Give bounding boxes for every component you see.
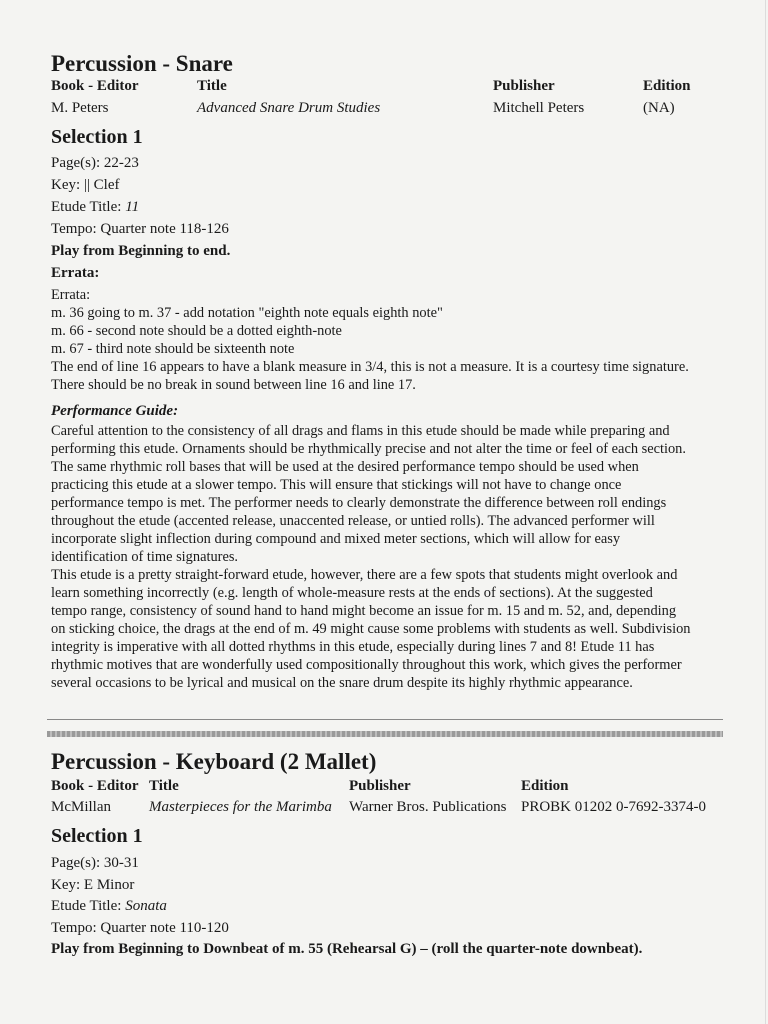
errata-line: m. 36 going to m. 37 - add notation "eighth note equals eighth note": [51, 305, 443, 321]
edition-value: (NA): [643, 100, 675, 116]
tempo-info: Tempo: Quarter note 110-120: [51, 920, 229, 936]
errata-list: [51, 286, 691, 394]
pages-info: Page(s): 30-31: [51, 855, 139, 871]
errata-line: m. 67 - third note should be sixteenth note: [51, 341, 295, 357]
errata-heading: Errata:: [51, 265, 100, 281]
publisher-value: Warner Bros. Publications: [349, 799, 507, 815]
etude-title-info: [51, 899, 167, 914]
section-title-keyboard: Percussion - Keyboard (2 Mallet): [51, 749, 377, 774]
selection-title: Selection 1: [51, 126, 143, 148]
header-edition: Edition: [643, 78, 691, 94]
performance-guide-heading: Performance Guide:: [51, 403, 179, 419]
key-info: Key: E Minor: [51, 877, 135, 893]
play-instructions: Play from Beginning to end.: [51, 243, 231, 259]
section-title-snare: Percussion - Snare: [51, 51, 233, 76]
book-title-value: Advanced Snare Drum Studies: [197, 100, 381, 116]
etude-title-label: Etude Title:: [51, 898, 126, 914]
header-edition: Edition: [521, 778, 569, 794]
section-divider-band: [47, 731, 723, 737]
header-title: Title: [149, 778, 179, 794]
book-title-value: Masterpieces for the Marimba: [149, 799, 332, 815]
header-book-editor: Book - Editor: [51, 778, 139, 794]
errata-line: m. 66 - second note should be a dotted eighth-note: [51, 323, 342, 339]
header-title: Title: [197, 78, 227, 94]
header-publisher: Publisher: [493, 78, 555, 94]
key-info: Key: || Clef: [51, 177, 120, 193]
section-divider-line: [47, 719, 723, 720]
errata-line: The end of line 16 appears to have a blank measure in 3/4, this is not a measure. It is a courtesy time signature. There should be no break in sound between line 16 and line 17.: [51, 359, 689, 393]
header-book-editor: Book - Editor: [51, 78, 139, 94]
selection-title: Selection 1: [51, 825, 143, 847]
etude-title-label: Etude Title:: [51, 199, 126, 215]
edition-value: PROBK 01202 0-7692-3374-0: [521, 799, 707, 815]
book-editor-value: McMillan: [51, 799, 111, 815]
etude-title-value: Sonata: [125, 898, 167, 914]
publisher-value: Mitchell Peters: [493, 100, 585, 116]
tempo-info: Tempo: Quarter note 118-126: [51, 221, 229, 237]
book-editor-value: M. Peters: [51, 100, 109, 116]
pages-info: Page(s): 22-23: [51, 155, 139, 171]
play-instructions: Play from Beginning to Downbeat of m. 55 (Rehearsal G) – (roll the quarter-note downbeat).: [51, 941, 643, 957]
guide-paragraph: Careful attention to the consistency of all drags and flams in this etude should be made while preparing and performing this etude. Ornaments should be rhythmically precise and not alter the time or feel of each section. The same rhythmic roll bases that will be used at the desired performance tempo should be used when practicing this etude at a slower tempo. This will ensure that stickings will not have to change once performance tempo is met. The performer needs to clearly demonstrate the difference between roll endings throughout the etude (accented release, unaccented release, or untied rolls). The advanced performer will incorporate slight inflection during compound and mixed meter sections, which will allow for easy identification of time signatures.: [51, 423, 686, 565]
etude-title-value: 11: [125, 199, 140, 215]
header-publisher: Publisher: [349, 778, 411, 794]
guide-paragraph: This etude is a pretty straight-forward etude, however, there are a few spots that students might overlook and learn something incorrectly (e.g. length of whole-measure rests at the ends of sections). At the suggested tempo range, consistency of sound hand to hand might become an issue for m. 15 and m. 52, and, depending on sticking choice, the drags at the end of m. 49 might cause some problems with students as well. Subdivision integrity is imperative with all dotted rhythms in this etude, especially during lines 7 and 8! Etude 11 has rhythmic motives that are wonderfully used compositionally throughout this work, which gives the performer several occasions to be lyrical and musical on the snare drum despite its highly rhythmic appearance.: [51, 567, 691, 691]
etude-title-info: [51, 200, 139, 215]
scan-edge: [765, 0, 766, 1024]
errata-line: Errata:: [51, 287, 91, 303]
performance-guide-text: [51, 422, 691, 692]
